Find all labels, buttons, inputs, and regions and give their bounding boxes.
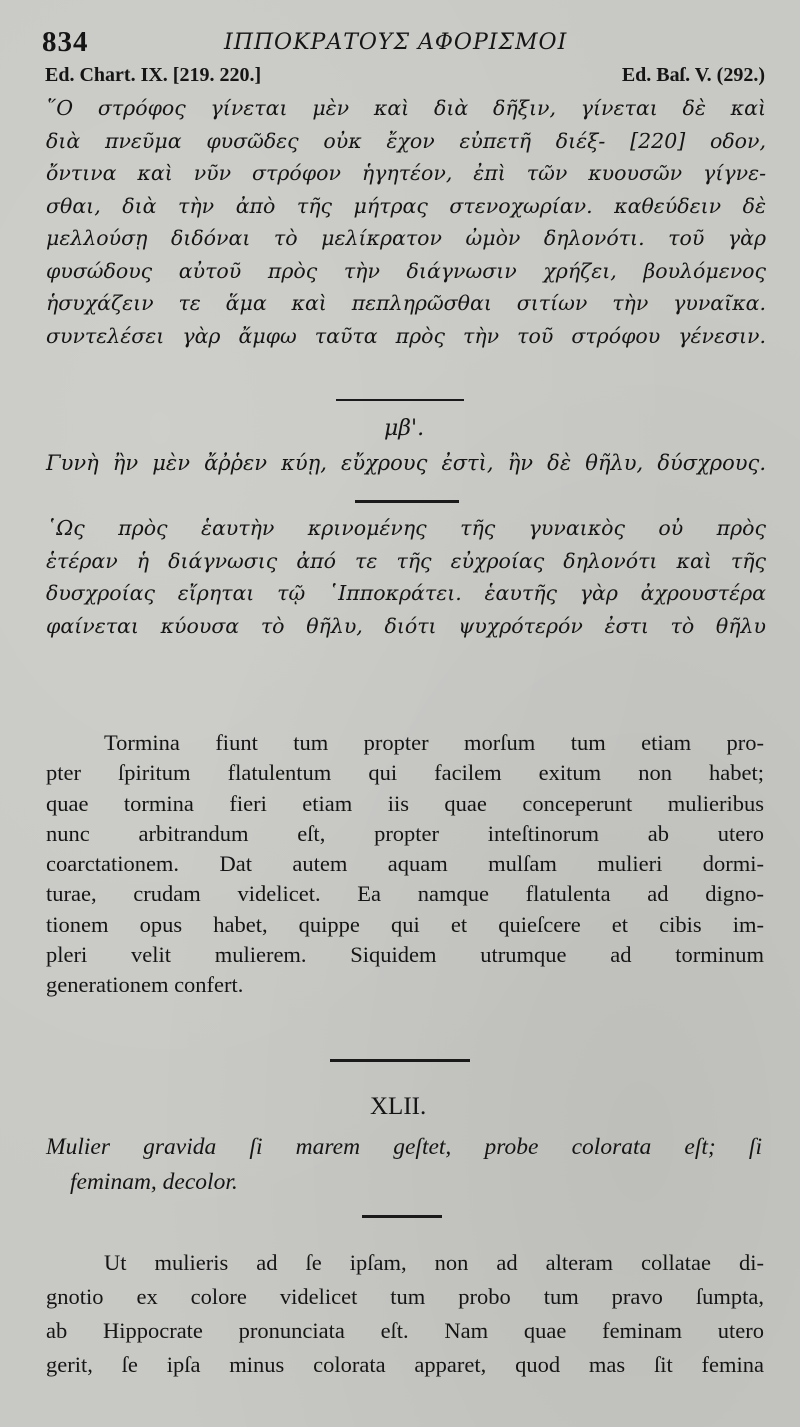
latin-line: nunc arbitrandum eſt, propter inteſtinorum ab utero: [46, 820, 764, 846]
latin-line: Tormina fiunt tum propter morſum tum etiam pro-: [104, 730, 764, 755]
greek-line: ἑτέραν ἡ διάγνωσις ἀπό τε τῆς εὐχροίας δηλονότι καὶ τῆς: [46, 548, 766, 573]
separator-rule: [336, 399, 464, 401]
latin-line: gerit, ſe ipſa minus colorata apparet, quod mas ſit femina: [46, 1352, 764, 1377]
greek-line: σθαι, διὰ τὴν ἀπὸ τῆς μήτρας στενοχωρίαν. καθεύδειν δὲ: [46, 193, 766, 218]
aphorism-text-latin: [46, 1130, 762, 1200]
aphorism-number-latin: XLII.: [370, 1093, 427, 1120]
aphorism-number-greek: μβ'.: [384, 416, 425, 441]
greek-line: φαίνεται κύουσα τὸ θῆλυ, διότι ψυχρότερόν ἐστι τὸ θῆλυ: [46, 613, 766, 638]
separator-rule: [355, 500, 459, 503]
aphorism-latin-line: Mulier gravida ſi marem geſtet, probe colorata eſt; ſi: [46, 1134, 762, 1160]
latin-line: coarctationem. Dat autem aquam mulſam mulieri dormi-: [46, 851, 764, 877]
greek-line: συντελέσει γὰρ ἄμφω ταῦτα πρὸς τὴν τοῦ στρόφου γένεσιν.: [46, 323, 766, 348]
latin-line: ab Hippocrate pronunciata eſt. Nam quae feminam utero: [46, 1318, 764, 1343]
greek-line: μελλούσῃ διδόναι τὸ μελίκρατον ὠμὸν δηλονότι. τοῦ γὰρ: [46, 226, 766, 250]
greek-line: ἡσυχάζειν τε ἅμα καὶ πεπληρῶσθαι σιτίων τὴν γυναῖκα.: [46, 291, 766, 315]
latin-commentary-2: [46, 1246, 764, 1382]
latin-line: tionem opus habet, quippe qui et quieſcere et cibis im-: [46, 911, 764, 937]
running-title: ΙΠΠΟΚΡΑΤΟΥΣ ΑΦΟΡΙΣΜΟΙ: [224, 30, 568, 55]
page-number: 834: [42, 26, 89, 58]
latin-line: turae, crudam videlicet. Ea namque flatulenta ad digno-: [46, 881, 764, 907]
greek-line: ῞Ο στρόφος γίνεται μὲν καὶ διὰ δῆξιν, γίνεται δὲ καὶ: [46, 96, 766, 120]
greek-line: ῾Ως πρὸς ἑαυτὴν κρινομένης τῆς γυναικὸς οὐ πρὸς: [46, 516, 766, 540]
greek-line: διὰ πνεῦμα φυσῶδες οὐκ ἔχον εὐπετῆ διέξ- [220] οδον,: [46, 128, 766, 153]
greek-line: φυσώδους αὐτοῦ πρὸς τὴν διάγνωσιν χρήζει, βουλόμενος: [46, 258, 766, 283]
aphorism-latin-line: feminam, decolor.: [70, 1169, 238, 1195]
greek-commentary-1: [46, 92, 766, 352]
latin-commentary-1: [46, 728, 764, 1001]
latin-line: pter ſpiritum flatulentum qui facilem exitum non habet;: [46, 760, 764, 786]
latin-line: pleri velit mulierem. Siquidem utrumque ad torminum: [46, 942, 764, 968]
greek-line: ὄντινα καὶ νῦν στρόφον ἡγητέον, ἐπὶ τῶν κυουσῶν γίγνε-: [46, 161, 766, 185]
greek-commentary-2: [46, 512, 766, 642]
greek-line: δυσχροίας εἴρηται τῷ ῾Ιπποκράτει. ἑαυτῆς γὰρ ἀχρουστέρα: [46, 581, 766, 605]
latin-line: gnotio ex colore videlicet tum probo tum pravo ſumpta,: [46, 1284, 764, 1309]
latin-line: generationem confert.: [46, 972, 244, 998]
aphorism-text-greek: Γυνὴ ἢν μὲν ἄῤῥεν κύῃ, εὔχρους ἐστὶ, ἢν δὲ θῆλυ, δύσχρους.: [46, 451, 766, 475]
separator-rule: [362, 1215, 442, 1218]
separator-rule: [330, 1059, 470, 1062]
edition-reference-chartier: Ed. Chart. IX. [219. 220.]: [45, 64, 262, 86]
edition-reference-line: [45, 64, 765, 92]
page-header: [42, 26, 782, 62]
edition-reference-basel: Ed. Baſ. V. (292.): [621, 64, 765, 86]
latin-line: quae tormina fieri etiam iis quae conceperunt mulieribus: [46, 790, 764, 816]
latin-line: Ut mulieris ad ſe ipſam, non ad alteram collatae di-: [104, 1250, 764, 1275]
